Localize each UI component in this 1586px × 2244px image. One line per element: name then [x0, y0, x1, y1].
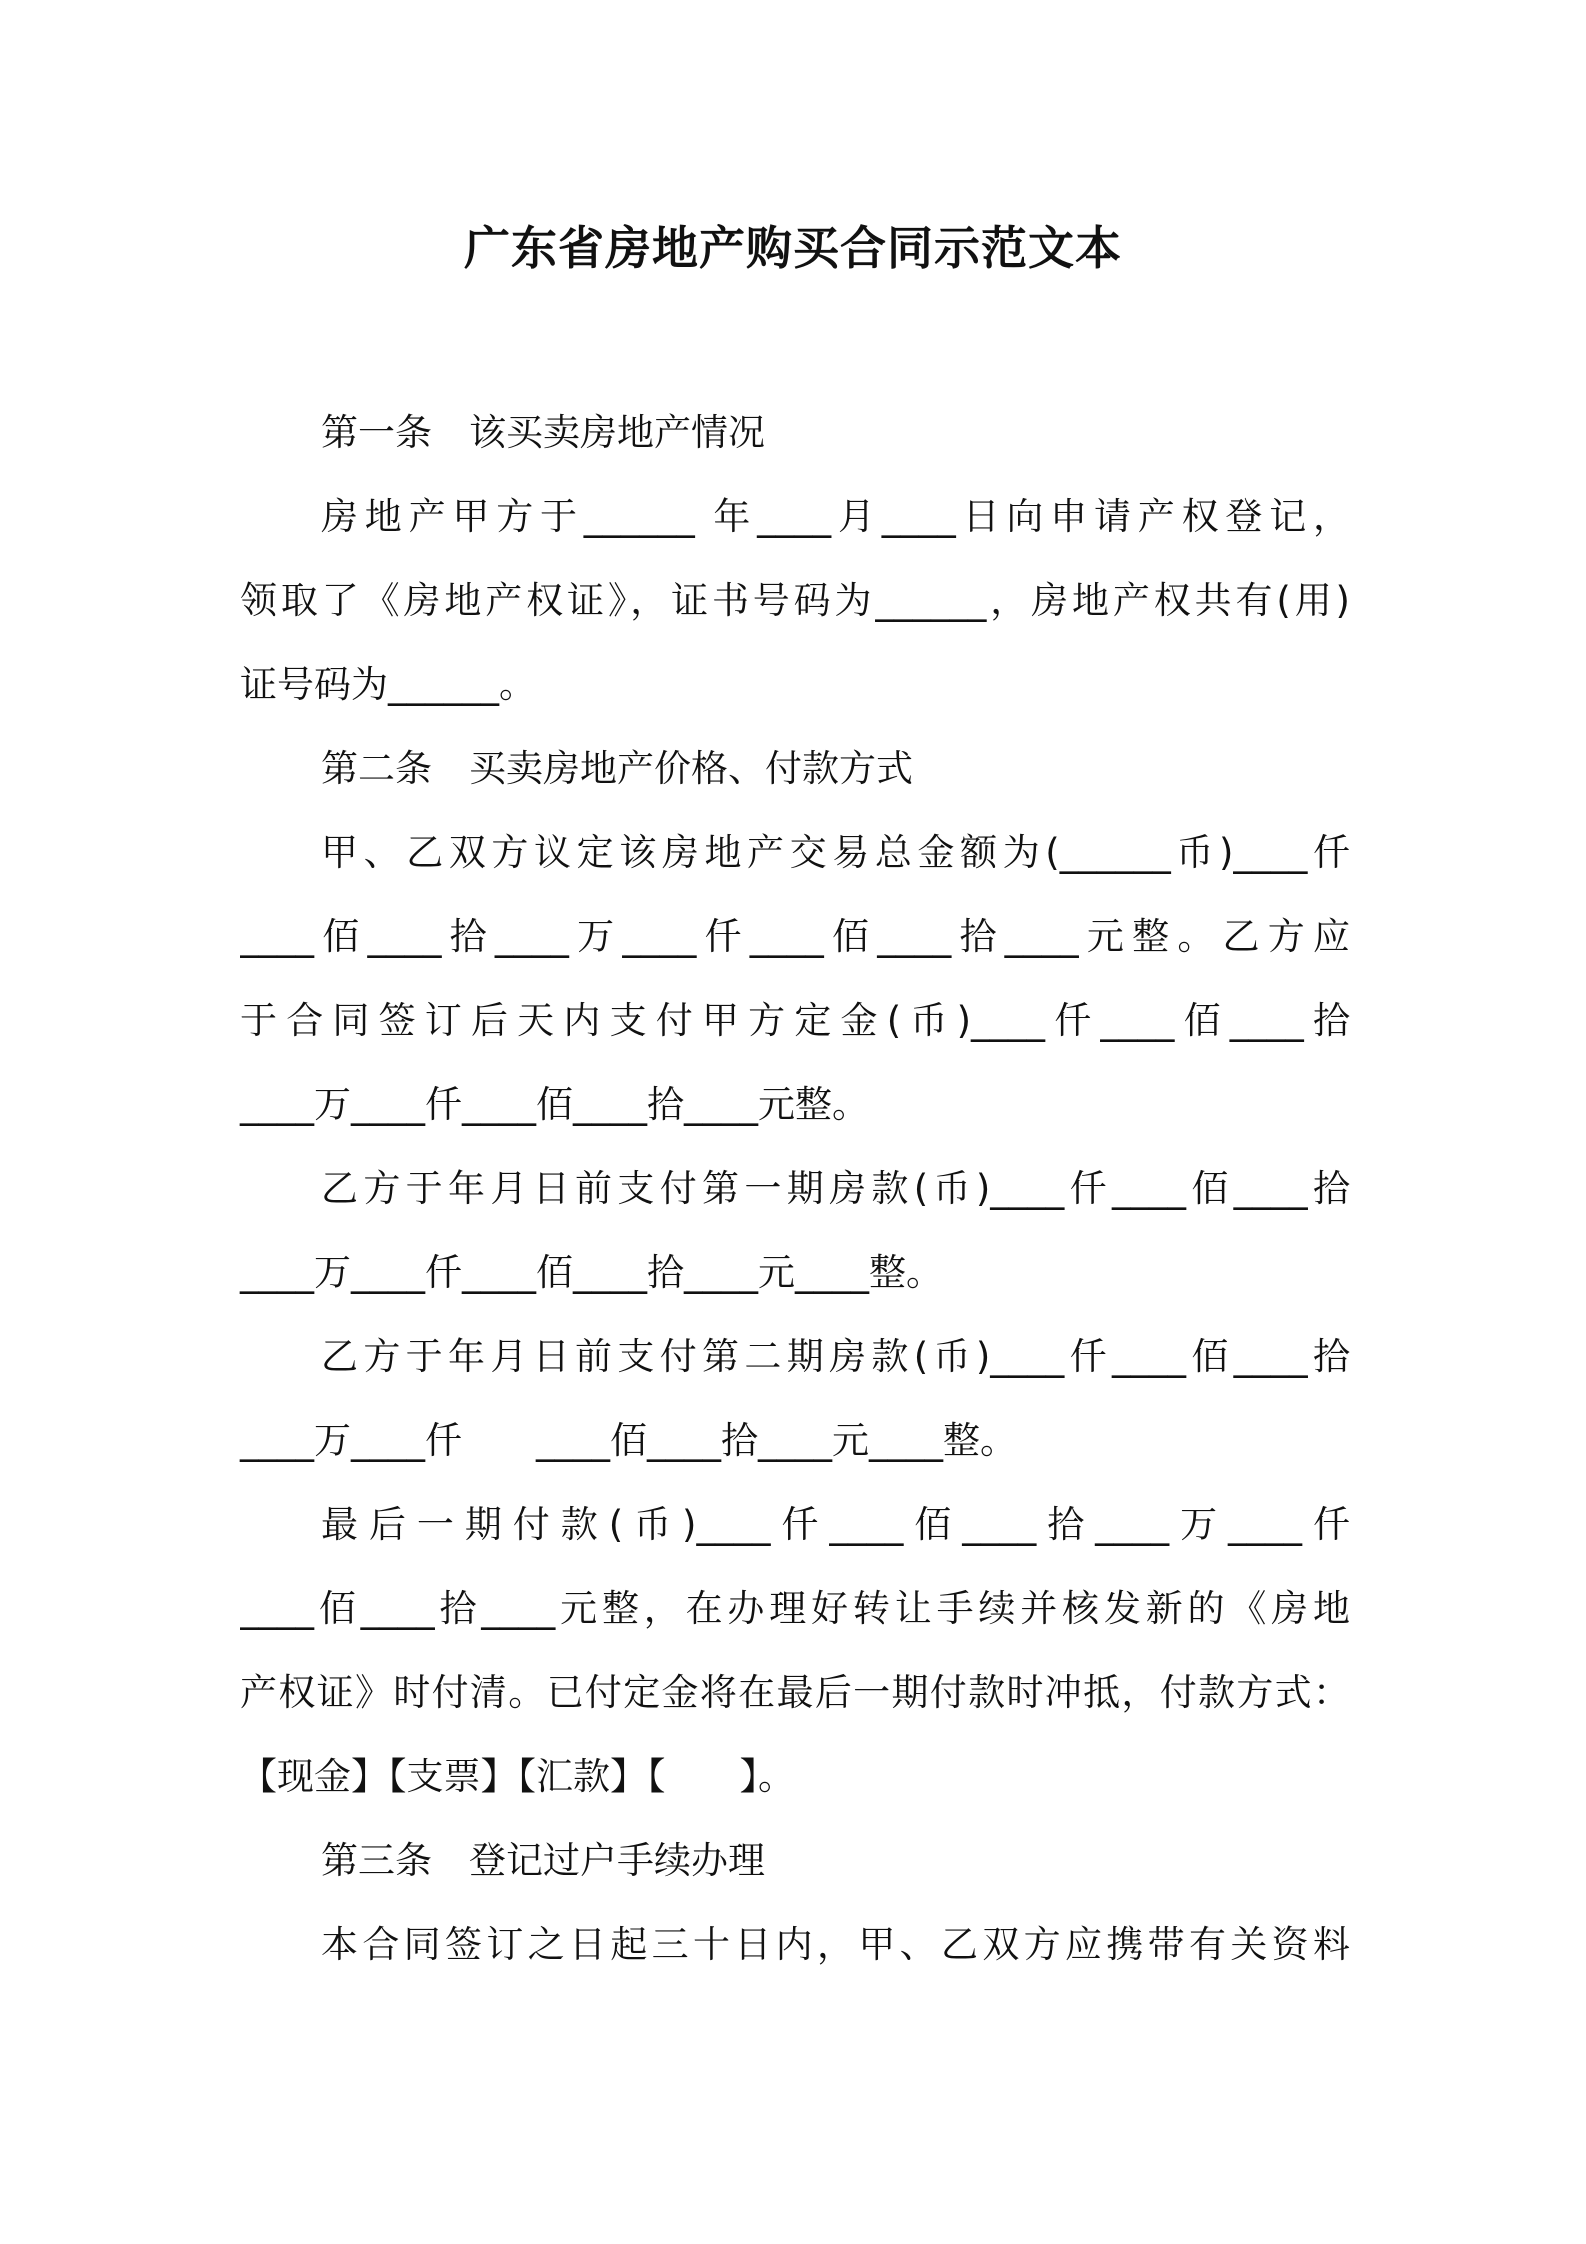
paragraph-line: 房地产甲方于______ 年____月____日向申请产权登记， — [321, 495, 1350, 538]
paragraph-line: 于合同签订后天内支付甲方定金(币)____仟____佰____拾 — [240, 999, 1350, 1042]
paragraph-line: 领取了《房地产权证》，证书号码为______，房地产权共有(用) — [240, 579, 1350, 622]
paragraph-line: 甲、乙双方议定该房地产交易总金额为(______币)____仟 — [321, 831, 1350, 874]
clause-3-heading: 第三条 登记过户手续办理 — [321, 1839, 765, 1882]
paragraph-line: ____万____仟____佰____拾____元____整。 — [240, 1251, 943, 1294]
paragraph-line: 乙方于年月日前支付第二期房款(币)____仟____佰____拾 — [321, 1335, 1350, 1378]
clause-1-heading: 第一条 该买卖房地产情况 — [321, 411, 765, 454]
payment-methods-line: 【现金】【支票】【汇款】【 】。 — [240, 1755, 795, 1798]
clause-2-heading: 第二条 买卖房地产价格、付款方式 — [321, 747, 913, 790]
paragraph-line: ____佰____拾____万____仟____佰____拾____元整。乙方应 — [240, 915, 1350, 958]
paragraph-line: ____万____仟____佰____拾____元整。 — [240, 1083, 869, 1126]
paragraph-line: ____万____仟 ____佰____拾____元____整。 — [240, 1419, 1017, 1462]
paragraph-line: 产权证》时付清。已付定金将在最后一期付款时冲抵，付款方式： — [240, 1671, 1350, 1714]
paragraph-line: 本合同签订之日起三十日内，甲、乙双方应携带有关资料 — [321, 1923, 1350, 1966]
paragraph-line: 乙方于年月日前支付第一期房款(币)____仟____佰____拾 — [321, 1167, 1350, 1210]
document-title: 广东省房地产购买合同示范文本 — [464, 221, 1122, 275]
paragraph-line: ____佰____拾____元整，在办理好转让手续并核发新的《房地 — [240, 1587, 1350, 1630]
paragraph-line: 最后一期付款(币)____仟____佰____拾____万____仟 — [321, 1503, 1350, 1546]
paragraph-line: 证号码为______。 — [240, 663, 536, 706]
